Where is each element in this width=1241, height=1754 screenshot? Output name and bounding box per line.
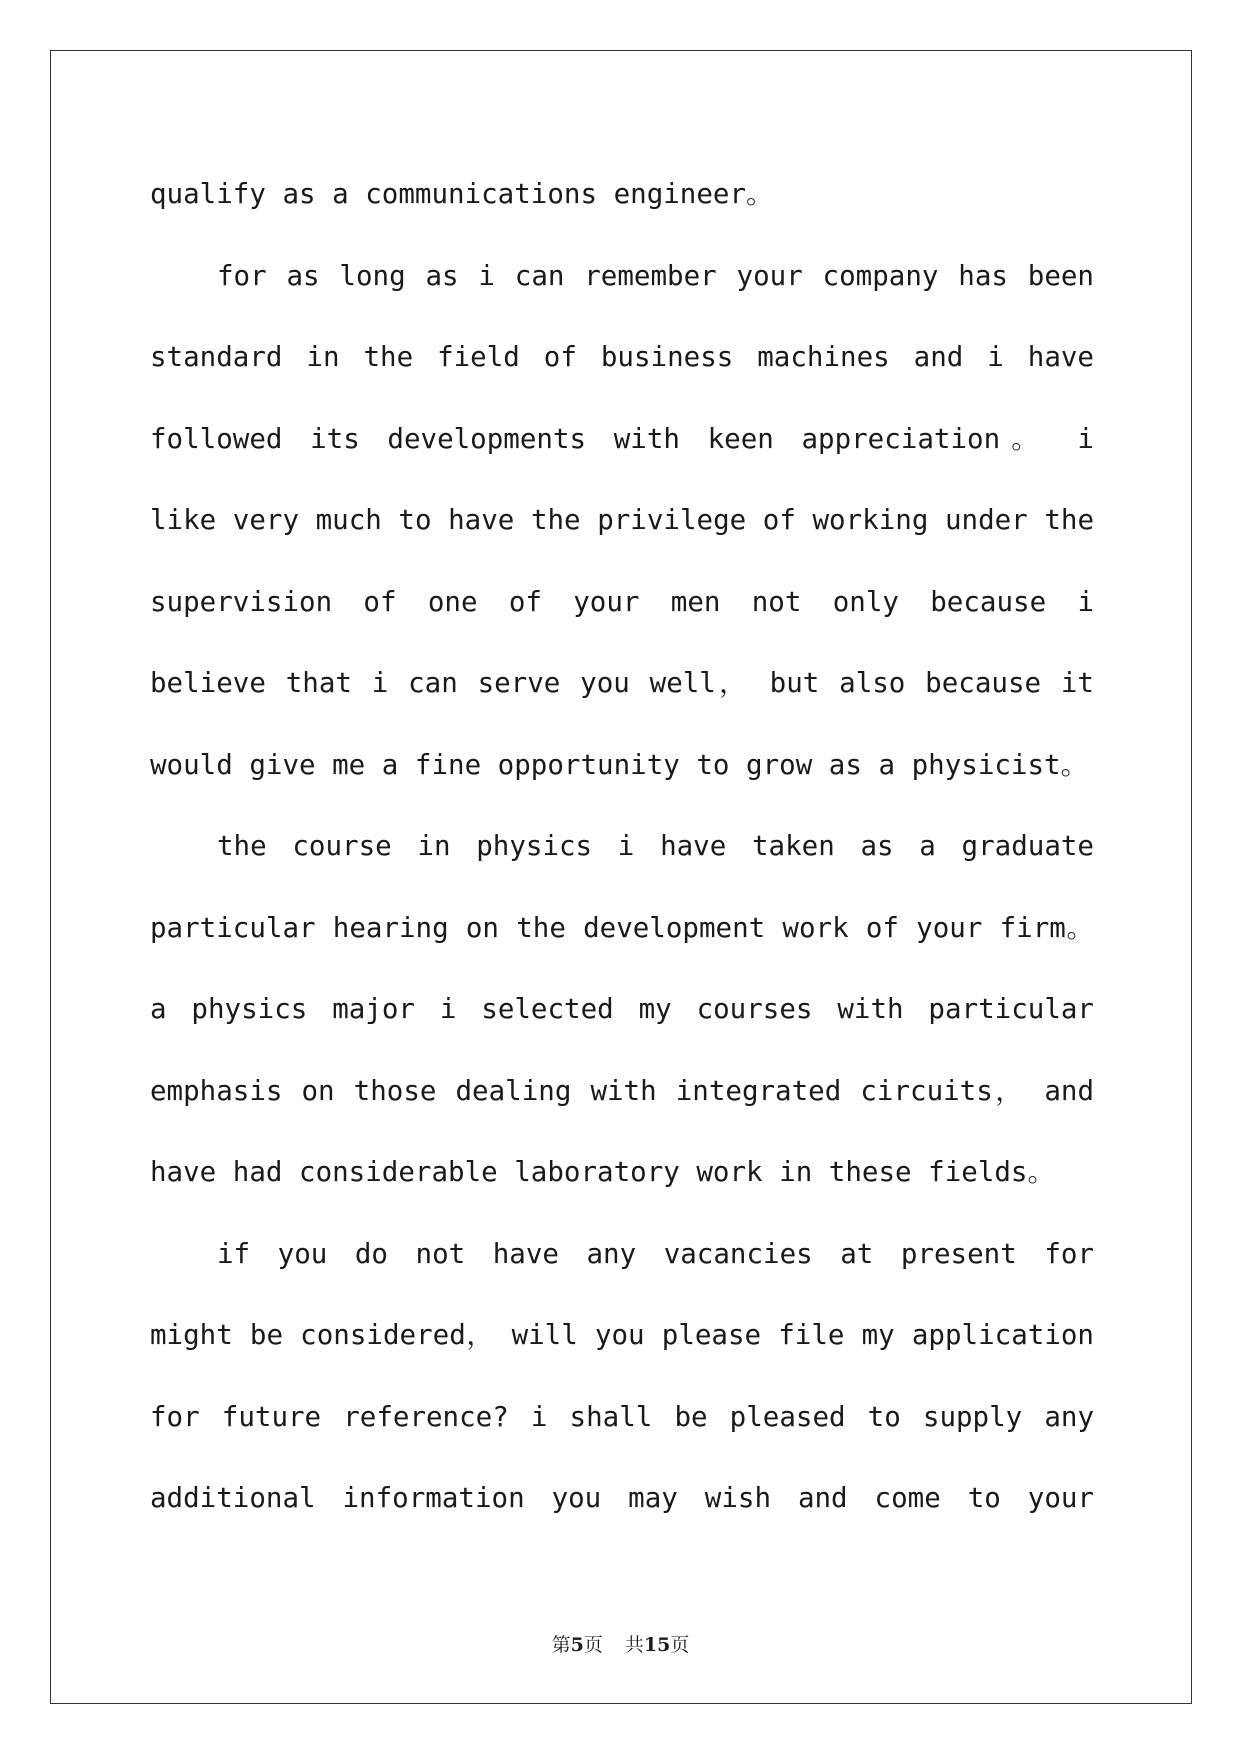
text-line: particular hearing on the development work of your firm。 bbox=[150, 911, 1094, 944]
text-line: if you do not have any vacancies at present for bbox=[217, 1237, 1094, 1270]
text-line: followed its developments with keen appreciation。 i bbox=[150, 422, 1094, 455]
total-pages-number: 15 bbox=[643, 1634, 671, 1656]
text-line: have had considerable laboratory work in these fields。 bbox=[150, 1156, 1055, 1188]
text-line: qualify as a communications engineer。 bbox=[150, 178, 774, 210]
footer-total-suffix: 页 bbox=[670, 1634, 690, 1656]
text-line: supervision of one of your men not only because i bbox=[150, 585, 1094, 618]
footer-prefix: 第 bbox=[551, 1634, 571, 1656]
text-line: believe that i can serve you well， but also because it bbox=[150, 667, 1094, 699]
letter-body bbox=[150, 154, 1094, 1540]
text-line: emphasis on those dealing with integrated circuits， and bbox=[150, 1074, 1094, 1107]
text-line: would give me a fine opportunity to grow as a physicist。 bbox=[150, 748, 1089, 781]
text-line: for as long as i can remember your company has been bbox=[217, 259, 1094, 292]
footer-total-prefix: 共 bbox=[624, 1634, 644, 1656]
text-line: for future reference? i shall be pleased to supply any bbox=[150, 1400, 1094, 1433]
text-line: like very much to have the privilege of working under the bbox=[150, 504, 1094, 536]
text-line: might be considered， will you please file my application bbox=[150, 1319, 1094, 1351]
text-line: additional information you may wish and come to your bbox=[150, 1482, 1094, 1514]
current-page-number: 5 bbox=[570, 1634, 584, 1656]
text-line: standard in the field of business machines and i have bbox=[150, 341, 1094, 373]
footer-page-suffix: 页 bbox=[583, 1634, 603, 1656]
text-line: the course in physics i have taken as a graduate bbox=[217, 830, 1094, 862]
page-footer bbox=[0, 1630, 1241, 1657]
text-line: a physics major i selected my courses with particular bbox=[150, 993, 1094, 1025]
